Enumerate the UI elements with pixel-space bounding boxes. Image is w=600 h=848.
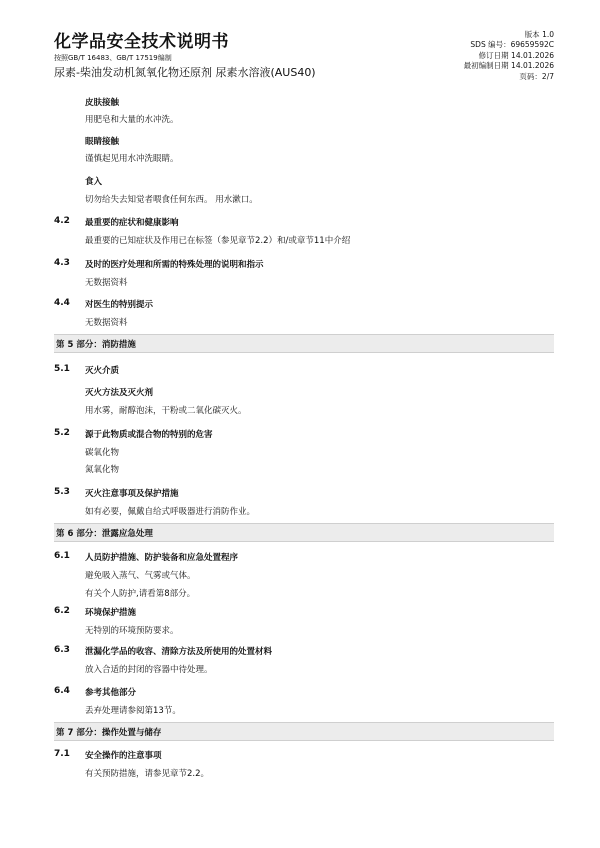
- page-number: 页码：2/7: [519, 71, 554, 81]
- revision-date: 修订日期 14.01.2026: [478, 50, 554, 60]
- subsection-text: 丢弃处理请参阅第13节。: [85, 706, 181, 716]
- section-7-bar: [54, 722, 554, 741]
- subsection-text: 氮氧化物: [85, 465, 120, 475]
- subsection-number: 5.1: [54, 364, 70, 374]
- subsection-text: 避免吸入蒸气、气雾或气体。: [85, 571, 196, 581]
- ingestion-heading: 食入: [85, 177, 103, 187]
- subsection-number: 6.4: [54, 686, 70, 696]
- subsection-text: 无数据资料: [85, 278, 128, 288]
- subsection-heading: 最重要的症状和健康影响: [85, 218, 179, 228]
- subsection-heading: 参考其他部分: [85, 688, 137, 698]
- subsection-heading: 灭火注意事项及保护措施: [85, 489, 179, 499]
- subsection-heading: 对医生的特别提示: [85, 300, 154, 310]
- skin-contact-text: 用肥皂和大量的水冲洗。: [85, 115, 179, 125]
- document-header: [54, 24, 554, 88]
- subsection-heading: 环境保护措施: [85, 608, 137, 618]
- subsection-number: 6.1: [54, 551, 70, 561]
- document-title: 化学品安全技术说明书: [54, 32, 229, 52]
- subsection-text: 用水雾，耐醇泡沫，干粉或二氧化碳灭火。: [85, 406, 247, 416]
- section-5-bar: [54, 334, 554, 353]
- subsection-text: 有关个人防护,请看第8部分。: [85, 589, 196, 599]
- subsection-number: 5.3: [54, 487, 70, 497]
- subsection-number: 7.1: [54, 749, 70, 759]
- subsection-text: 有关预防措施，请参见章节2.2。: [85, 769, 210, 779]
- product-name: 尿素-柴油发动机氮氧化物还原剂 尿素水溶液(AUS40): [54, 66, 316, 79]
- section-title: 第 7 部分：操作处置与储存: [56, 728, 162, 738]
- standard-reference: 按照GB/T 16483、GB/T 17519编制: [54, 54, 172, 62]
- section-6-bar: [54, 523, 554, 542]
- sds-number: SDS 编号：69659592C: [470, 40, 554, 50]
- subsection-number: 4.3: [54, 258, 70, 268]
- subsection-text: 最重要的已知症状及作用已在标签（参见章节2.2）和/或章节11中介绍: [85, 236, 351, 246]
- subsection-number: 5.2: [54, 428, 70, 438]
- extinguishing-methods-heading: 灭火方法及灭火剂: [85, 388, 154, 398]
- subsection-text: 如有必要，佩戴自给式呼吸器进行消防作业。: [85, 507, 256, 517]
- first-edition-date: 最初编制日期 14.01.2026: [463, 61, 554, 71]
- ingestion-text: 切勿给失去知觉者喂食任何东西。 用水漱口。: [85, 195, 258, 205]
- subsection-number: 4.4: [54, 298, 70, 308]
- section-title: 第 5 部分：消防措施: [56, 340, 136, 350]
- subsection-heading: 及时的医疗处理和所需的特殊处理的说明和指示: [85, 260, 264, 270]
- section-title: 第 6 部分：泄露应急处理: [56, 529, 153, 539]
- subsection-heading: 人员防护措施、防护装备和应急处置程序: [85, 553, 239, 563]
- subsection-text: 放入合适的封闭的容器中待处理。: [85, 665, 213, 675]
- subsection-heading: 灭火介质: [85, 366, 120, 376]
- skin-contact-heading: 皮肤接触: [85, 98, 120, 108]
- subsection-number: 4.2: [54, 216, 70, 226]
- subsection-heading: 泄漏化学品的收容、清除方法及所使用的处置材料: [85, 647, 273, 657]
- subsection-number: 6.2: [54, 606, 70, 616]
- version: 版本 1.0: [524, 30, 554, 39]
- document-meta: [464, 30, 554, 82]
- subsection-heading: 安全操作的注意事项: [85, 751, 162, 761]
- subsection-heading: 源于此物质或混合物的特别的危害: [85, 430, 213, 440]
- subsection-number: 6.3: [54, 645, 70, 655]
- subsection-text: 无数据资料: [85, 318, 128, 328]
- subsection-text: 碳氧化物: [85, 448, 120, 458]
- eye-contact-heading: 眼睛接触: [85, 137, 120, 147]
- eye-contact-text: 谨慎起见用水冲洗眼睛。: [85, 154, 179, 164]
- subsection-text: 无特别的环境预防要求。: [85, 626, 179, 636]
